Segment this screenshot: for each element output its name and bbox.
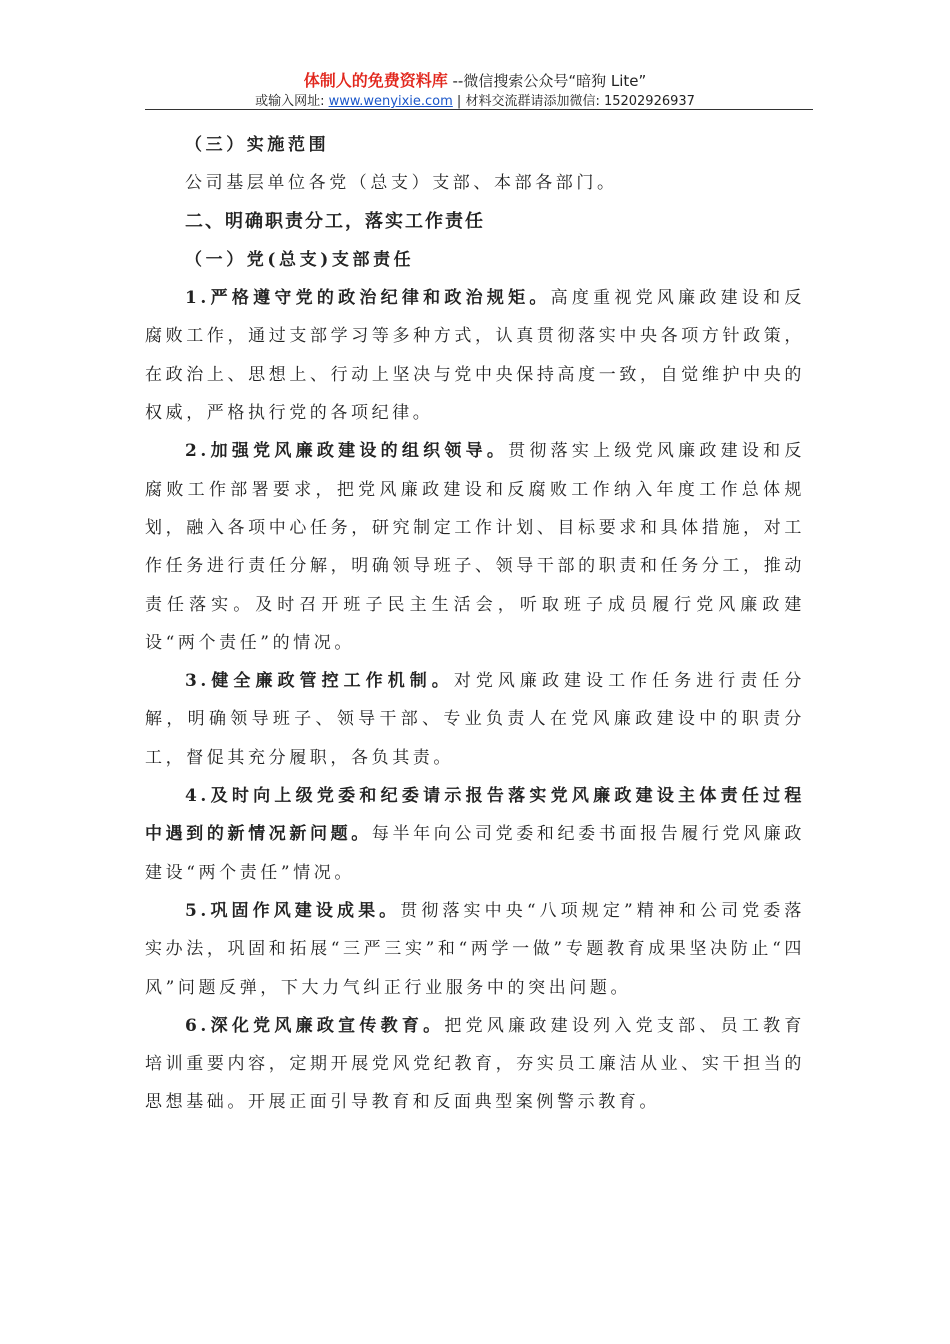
subsection-heading: （一）党(总支)支部责任 (185, 249, 415, 270)
item-body: 每半年向公司党委和纪委书面报告履行党风廉政建设“两个责任”情况。 (145, 824, 805, 883)
item-body: 把党风廉政建设列入党支部、员工教育培训重要内容，定期开展党风党纪教育，夯实员工廉洁从业、实干担当的思想基础。开展正面引导教育和反面典型案例警示教育。 (145, 1015, 806, 1113)
document-body (145, 126, 805, 1122)
item-title: 5.巩固作风建设成果。 (185, 900, 401, 921)
header-line-1 (0, 70, 950, 92)
item-title: 3.健全廉政管控工作机制。 (185, 671, 454, 692)
header-wechat-note: --微信搜索公众号“暗狗 Lite” (447, 72, 647, 90)
page-header (0, 70, 950, 112)
item-body: 贯彻落实上级党风廉政建设和反腐败工作部署要求，把党风廉政建设和反腐败工作纳入年度工作总体规划，融入各项中心任务，研究制定工作计划、目标要求和具体措施，对工作任务进行责任分解，明确领导班子、领导干部的职责和任务分工，推动责任落实。及时召开班子民主生活会，听取班子成员履行党风廉政建设“两个责任”的情况。 (145, 441, 805, 653)
url-label: 或输入网址: (255, 94, 329, 109)
item-title: 1.严格遵守党的政治纪律和政治规矩。 (185, 288, 551, 309)
list-item (145, 892, 805, 1007)
list-item (145, 432, 805, 662)
item-title: 6.深化党风廉政宣传教育。 (185, 1015, 445, 1036)
list-item (145, 777, 805, 892)
item-body: 对党风廉政建设工作任务进行责任分解，明确领导班子、领导干部、专业负责人在党风廉政建设中的职责分工，督促其充分履职，各负其责。 (145, 671, 805, 768)
list-item (145, 279, 805, 432)
brand-title: 体制人的免费资料库 (303, 71, 448, 90)
list-item (145, 1007, 805, 1122)
section-heading: 二、明确职责分工，落实工作责任 (185, 210, 485, 232)
item-body: 贯彻落实中央“八项规定”精神和公司党委落实办法，巩固和拓展“三严三实”和“两学一做”专题教育成果坚决防止“四风”问题反弹，下大力气纠正行业服务中的突出问题。 (145, 900, 805, 998)
item-body: 高度重视党风廉政建设和反腐败工作，通过支部学习等多种方式，认真贯彻落实中央各项方针政策，在政治上、思想上、行动上坚决与党中央保持高度一致，自觉维护中央的权威，严格执行党的各项纪律。 (145, 288, 806, 424)
item-title: 4.及时向上级党委和纪委请示报告落实党风廉政建设主体责任过程中遇到的新情况新问题。 (145, 786, 805, 845)
item-title: 2.加强党风廉政建设的组织领导。 (185, 441, 509, 462)
heading-scope: （三）实施范围 (185, 135, 330, 155)
website-link[interactable]: www.wenyixie.com (328, 94, 453, 109)
header-divider (145, 109, 813, 110)
list-item (145, 662, 805, 777)
contact-note: | 材料交流群请添加微信: 15202926937 (452, 94, 695, 109)
paragraph-scope: 公司基层单位各党（总支）支部、本部各部门。 (185, 173, 618, 194)
